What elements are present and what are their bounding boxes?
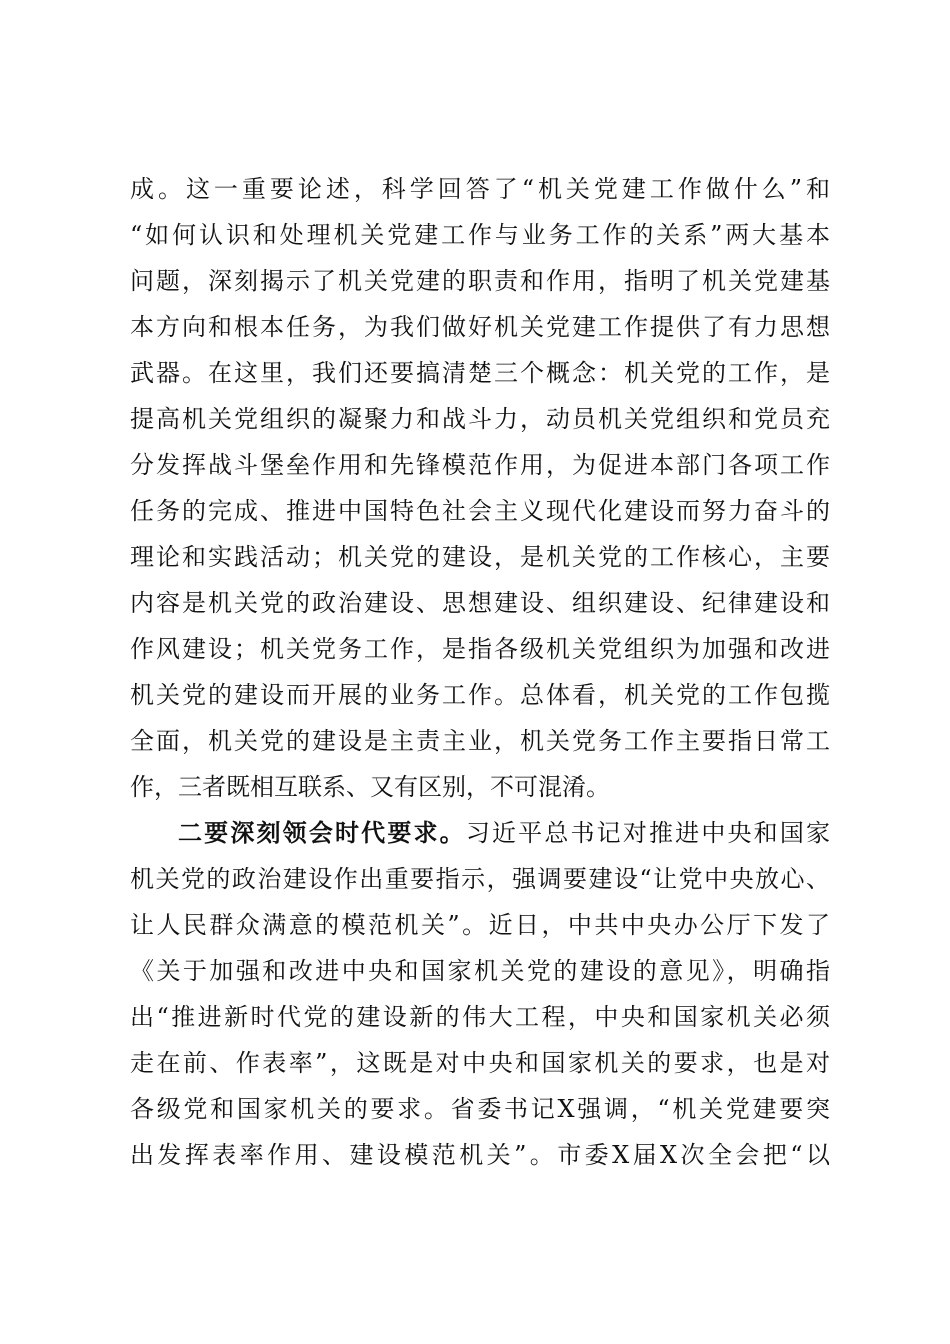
text-line: 内容是机关党的政治建设、思想建设、组织建设、纪律建设和 xyxy=(130,589,830,617)
text-line: 机关党的政治建设作出重要指示，强调要建设“让党中央放心、 xyxy=(130,865,830,893)
paragraph-era-requirements xyxy=(130,810,830,1178)
text-line: 让人民群众满意的模范机关”。近日，中共中央办公厅下发了 xyxy=(130,911,830,939)
body-text xyxy=(130,166,830,1178)
text-line: 本方向和根本任务，为我们做好机关党建工作提供了有力思想 xyxy=(130,313,830,341)
text-line: 武器。在这里，我们还要搞清楚三个概念：机关党的工作，是 xyxy=(130,359,830,387)
text-line: 全面，机关党的建设是主责主业，机关党务工作主要指日常工 xyxy=(130,727,830,755)
paragraph-heading: 二要深刻领会时代要求。 xyxy=(178,818,466,847)
text-line: 《关于加强和改进中央和国家机关党的建设的意见》，明确指 xyxy=(130,957,830,985)
paragraph-concepts xyxy=(130,166,830,810)
text-line: 作风建设；机关党务工作，是指各级机关党组织为加强和改进 xyxy=(130,635,830,663)
text-line: 理论和实践活动；机关党的建设，是机关党的工作核心，主要 xyxy=(130,543,830,571)
text-line: 分发挥战斗堡垒作用和先锋模范作用，为促进本部门各项工作 xyxy=(130,451,830,479)
text-line: 提高机关党组织的凝聚力和战斗力，动员机关党组织和党员充 xyxy=(130,405,830,433)
text-line: 任务的完成、推进中国特色社会主义现代化建设而努力奋斗的 xyxy=(130,497,830,525)
text-line: 出“推进新时代党的建设新的伟大工程，中央和国家机关必须 xyxy=(130,1003,830,1031)
text-line: 走在前、作表率”，这既是对中央和国家机关的要求，也是对 xyxy=(130,1049,830,1077)
text-line: 作，三者既相互联系、又有区别，不可混淆。 xyxy=(130,773,610,801)
paragraph-first-line xyxy=(130,810,830,856)
text-line: “如何认识和处理机关党建工作与业务工作的关系”两大基本 xyxy=(130,221,830,249)
text-line: 问题，深刻揭示了机关党建的职责和作用，指明了机关党建基 xyxy=(130,267,830,295)
text-line: 出发挥表率作用、建设模范机关”。市委X届X次全会把“以 xyxy=(130,1141,830,1169)
text-line: 机关党的建设而开展的业务工作。总体看，机关党的工作包揽 xyxy=(130,681,830,709)
text-line: 各级党和国家机关的要求。省委书记X强调，“机关党建要突 xyxy=(130,1095,830,1123)
text-run: 习近平总书记对推进中央和国家 xyxy=(465,819,831,847)
text-line: 成。这一重要论述，科学回答了“机关党建工作做什么”和 xyxy=(130,175,830,203)
